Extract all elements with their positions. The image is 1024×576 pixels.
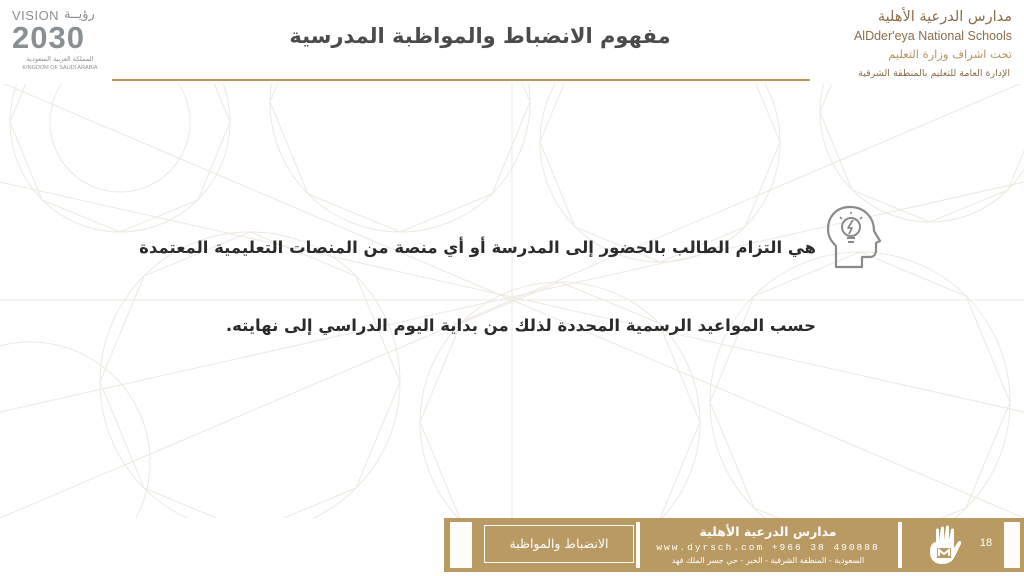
footer-panel-right <box>1004 522 1020 568</box>
page-title: مفهوم الانضباط والمواظبة المدرسية <box>289 24 671 48</box>
school-brand <box>802 6 1012 63</box>
footer-panel-left <box>450 522 472 568</box>
school-name-en: AlDder'eya National Schools <box>853 29 1012 43</box>
school-name-ar: مدارس الدرعية الأهلية <box>877 9 1012 25</box>
islamic-pattern-background <box>0 82 1024 518</box>
page-number: 18 <box>979 537 993 549</box>
definition-line-2: حسب المواعيد الرسمية المحددة لذلك من بداية اليوم الدراسي إلى نهايته. <box>225 316 816 335</box>
vision-word-ar: رؤيــة <box>64 7 95 22</box>
footer-separator-2 <box>898 522 902 568</box>
footer-section-text: الانضباط والمواظبة <box>509 536 609 551</box>
footer-school-info <box>644 522 892 568</box>
definition-line-1: هي التزام الطالب بالحضور إلى المدرسة أو أي منصة من المنصات التعليمية المعتمدة <box>139 238 816 257</box>
head-lightbulb-icon <box>822 203 882 271</box>
vision-2030-logo <box>12 8 112 74</box>
ministry-supervision: تحت اشراف وزارة التعليم <box>888 47 1012 61</box>
footer-address: السعودية - المنطقة الشرقية - الخبر - حي جسر الملك فهد <box>671 556 865 565</box>
footer-section-label <box>484 525 634 563</box>
header-divider <box>112 79 810 81</box>
vision-subtitle-en: KINGDOM OF SAUDI ARABIA <box>22 65 98 71</box>
footer-school-name: مدارس الدرعية الأهلية <box>699 524 837 539</box>
slide-header <box>0 0 1024 84</box>
slide-footer <box>444 518 1024 572</box>
vision-year: 2030 <box>12 20 85 55</box>
vision-word: VISION <box>12 8 60 23</box>
region-label: الإدارة العامة للتعليم بالمنطقة الشرقية <box>858 68 1010 79</box>
school-hand-logo-icon <box>922 522 968 568</box>
footer-separator <box>636 522 640 568</box>
vision-subtitle-ar: المملكة العربية السعودية <box>26 55 94 63</box>
footer-contact: www.dyrsch.com +966 38 490888 <box>656 542 880 553</box>
